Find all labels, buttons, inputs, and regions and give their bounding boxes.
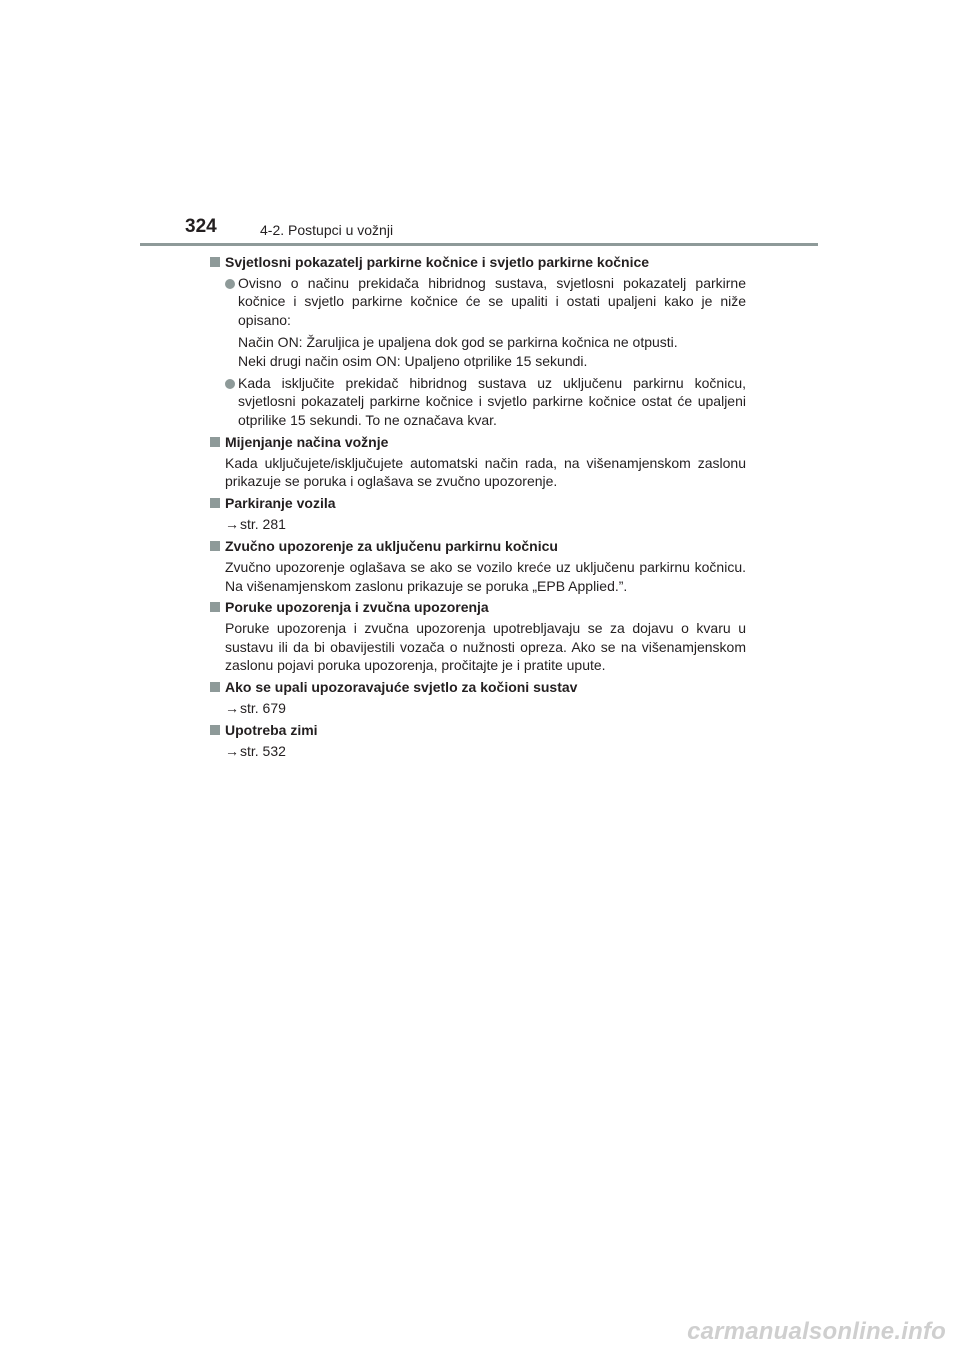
heading-text: Mijenjanje načina vožnje	[225, 434, 389, 451]
bullet-text: Ovisno o načinu prekidača hibridnog sustava, svjetlosni pokazatelj parkirne kočnice i svjetlo parkirne kočnice će se upaliti i ostati upaljeni kako je niže opisano:	[238, 274, 746, 328]
bullet-item	[210, 374, 746, 429]
page-reference-text: str. 281	[240, 516, 286, 533]
heading-text: Svjetlosni pokazatelj parkirne kočnice i svjetlo parkirne kočnice	[225, 254, 650, 270]
round-bullet-icon	[225, 379, 235, 389]
square-bullet-icon	[210, 541, 220, 551]
page-content	[210, 253, 746, 764]
page-reference-text: str. 679	[240, 699, 286, 716]
square-bullet-icon	[210, 602, 220, 612]
section-heading	[210, 537, 746, 555]
section-parking-brake-indicator	[210, 253, 746, 429]
section-heading	[210, 253, 746, 271]
heading-text: Ako se upali upozoravajuće svjetlo za kočioni sustav	[225, 679, 578, 696]
section-heading	[210, 433, 746, 451]
section-warning-messages	[210, 598, 746, 674]
section-heading	[210, 598, 746, 616]
section-brake-warning-light	[210, 678, 746, 717]
bullet-item	[210, 274, 746, 329]
section-heading	[210, 494, 746, 512]
arrow-right-icon: →	[225, 699, 239, 716]
heading-text: Parkiranje vozila	[225, 495, 336, 512]
heading-text: Upotreba zimi	[225, 721, 318, 738]
square-bullet-icon	[210, 725, 220, 735]
square-bullet-icon	[210, 498, 220, 508]
bullet-text: Kada isključite prekidač hibridnog sustava uz uključenu parkirnu kočnicu, svjetlosni pokazatelj parkirne kočnice i svjetlo parkirne kočnice ostat će upaljeni otprilike 15 sekundi. To ne označava kvar.	[238, 374, 746, 428]
watermark-logo: carmanualsonline.info	[687, 1318, 946, 1345]
heading-text: Zvučno upozorenje za uključenu parkirnu kočnicu	[225, 538, 558, 555]
mode-description	[210, 333, 746, 370]
square-bullet-icon	[210, 682, 220, 692]
section-parking-brake-buzzer	[210, 537, 746, 595]
section-title: 4-2. Postupci u vožnji	[260, 222, 394, 238]
square-bullet-icon	[210, 257, 220, 267]
section-heading	[210, 721, 746, 739]
page-reference-link[interactable]	[210, 742, 746, 760]
section-parking-vehicle	[210, 494, 746, 533]
header-divider	[140, 243, 818, 246]
section-body: Zvučno upozorenje oglašava se ako se vozilo kreće uz uključenu parkirnu kočnicu. Na višenamjenskom zaslonu prikazuje se poruka „EPB Applied.”.	[225, 559, 746, 594]
section-winter-use	[210, 721, 746, 760]
mode-other-line: Neki drugi način osim ON: Upaljeno otprilike 15 sekundi.	[238, 352, 588, 369]
page-reference-link[interactable]	[210, 699, 746, 717]
arrow-right-icon: →	[225, 742, 239, 759]
round-bullet-icon	[225, 279, 235, 289]
section-body: Poruke upozorenja i zvučna upozorenja upotrebljavaju se za dojavu o kvaru u sustavu ili da bi obavijestili vozača o nužnosti opreza. Ako se na višenamjenskom zaslonu pojavi poruka upozorenja, pročitajte je i pratite upute.	[225, 620, 746, 674]
page-number: 324	[185, 216, 217, 237]
page-header	[185, 212, 819, 246]
section-heading	[210, 678, 746, 696]
page-reference-text: str. 532	[240, 742, 286, 759]
arrow-right-icon: →	[225, 516, 239, 533]
square-bullet-icon	[210, 437, 220, 447]
page-reference-link[interactable]	[210, 515, 746, 533]
heading-text: Poruke upozorenja i zvučna upozorenja	[225, 599, 489, 616]
mode-on-line: Način ON: Žaruljica je upaljena dok god se parkirna kočnica ne otpusti.	[238, 334, 678, 351]
section-drive-mode-change	[210, 433, 746, 491]
section-body: Kada uključujete/isključujete automatski način rada, na višenamjenskom zaslonu prikazuje se poruka i oglašava se zvučno upozorenje.	[225, 455, 746, 490]
